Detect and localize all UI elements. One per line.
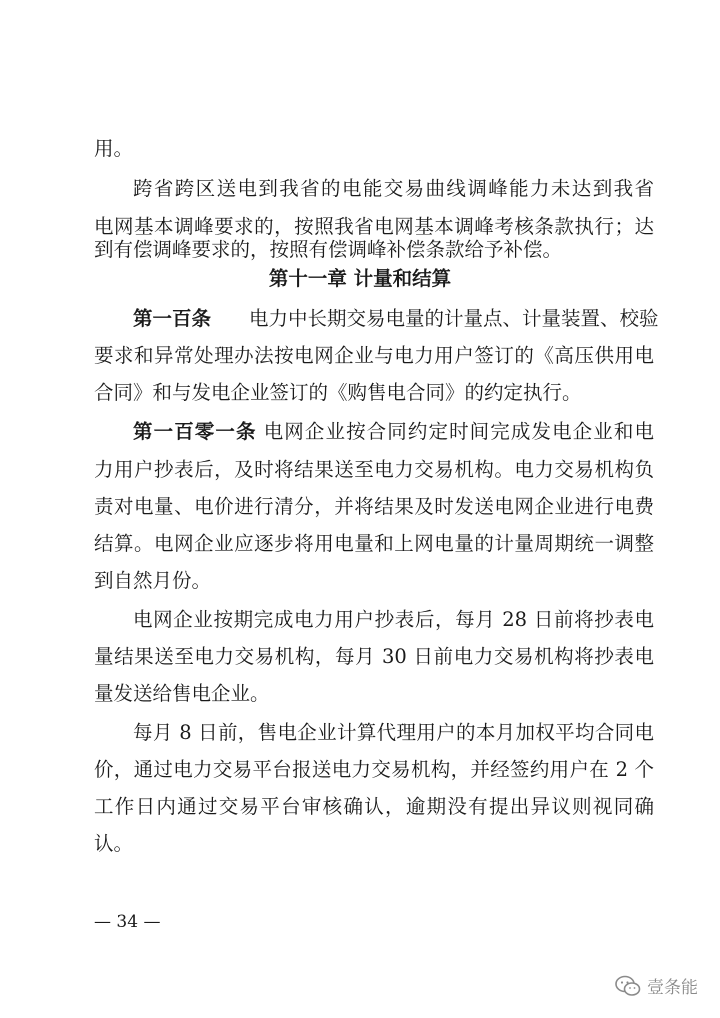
text-line: 量结果送至电力交易机构，每月 30 日前电力交易机构将抄表电 — [94, 645, 654, 668]
text-line: 用。 — [94, 137, 134, 160]
page-number: — 34 — — [94, 912, 161, 932]
article-label: 第一百零一条 — [133, 420, 257, 443]
text-line: 量发送给售电企业。 — [94, 682, 270, 705]
text-line: 电网基本调峰要求的，按照我省电网基本调峰考核条款执行；达 — [94, 215, 654, 238]
article-text: 电力中长期交易电量的计量点、计量装置、校验 — [249, 307, 659, 330]
text-line: 到自然月份。 — [94, 569, 212, 592]
chapter-title: 第十一章 计量和结算 — [268, 267, 452, 290]
text-line: 电网企业按期完成电力用户抄表后，每月 28 日前将抄表电 — [133, 608, 654, 631]
article-text: 电网企业按合同约定时间完成发电企业和电 — [262, 420, 654, 443]
text-line: 价，通过电力交易平台报送电力交易机构，并经签约用户在 2 个 — [94, 758, 654, 781]
watermark — [615, 973, 698, 998]
text-line: 工作日内通过交易平台审核确认，逾期没有提出异议则视同确 — [94, 795, 654, 818]
text-line: 力用户抄表后，及时将结果送至电力交易机构。电力交易机构负 — [94, 458, 654, 481]
text-line: 责对电量、电价进行清分，并将结果及时发送电网企业进行电费 — [94, 495, 654, 518]
wechat-icon — [615, 975, 641, 997]
article-first-line — [133, 419, 654, 445]
text-line: 认。 — [94, 832, 134, 855]
text-line: 要求和异常处理办法按电网企业与电力用户签订的《高压供用电 — [94, 344, 654, 367]
text-line: 跨省跨区送电到我省的电能交易曲线调峰能力未达到我省 — [133, 177, 654, 200]
watermark-text: 壹条能 — [647, 978, 698, 998]
article-label: 第一百条 — [133, 307, 212, 330]
text-line: 合同》和与发电企业签订的《购售电合同》的约定执行。 — [94, 381, 582, 404]
text-line: 每月 8 日前，售电企业计算代理用户的本月加权平均合同电 — [133, 721, 654, 744]
text-line: 到有偿调峰要求的，按照有偿调峰补偿条款给予补偿。 — [94, 238, 563, 261]
text-line: 结算。电网企业应逐步将用电量和上网电量的计量周期统一调整 — [94, 532, 654, 555]
article-first-line — [133, 306, 659, 332]
